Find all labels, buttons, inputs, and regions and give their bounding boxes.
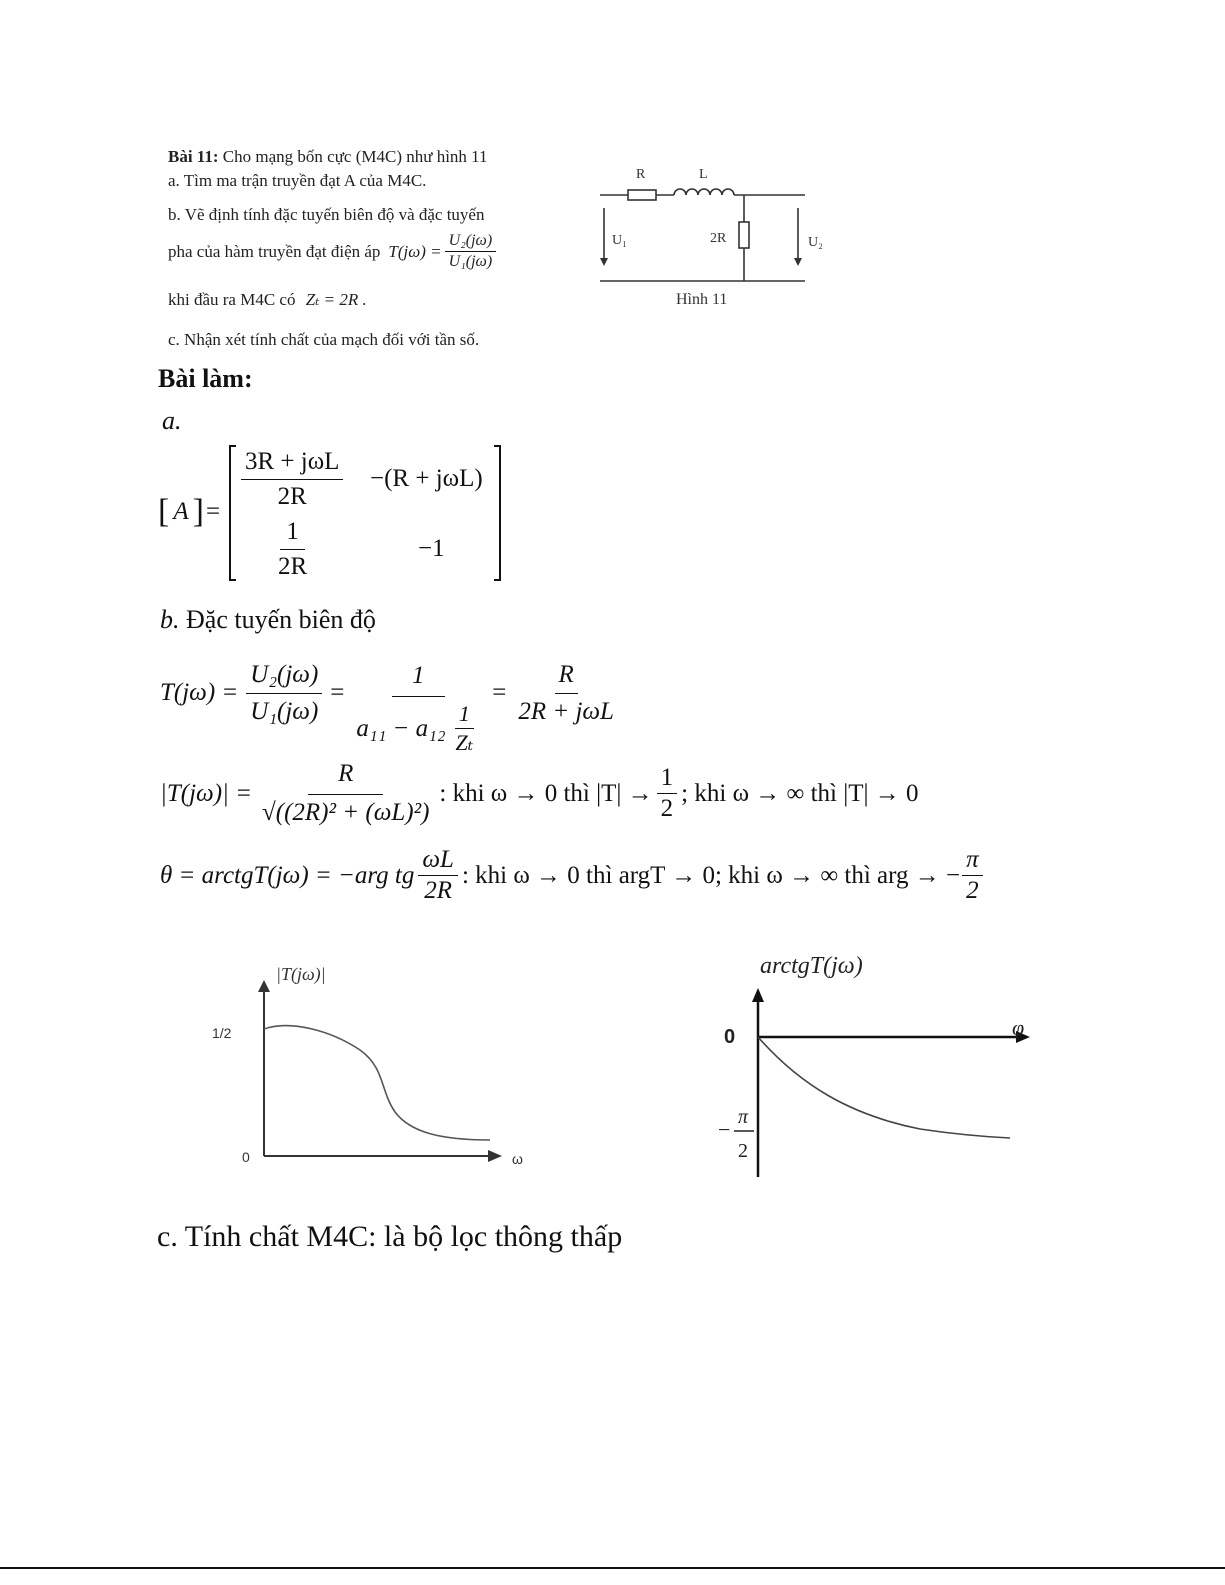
- problem-part-b-line-3: [168, 290, 367, 310]
- matrix-m11: [238, 448, 346, 511]
- tf-f3-den: 2R + jωL: [518, 697, 614, 725]
- arrow-u1-head: [600, 258, 608, 266]
- problem-part-b-line-1: b. Vẽ định tính đặc tuyến biên độ và đặc tuyến: [168, 205, 485, 224]
- phase-den: 2R: [424, 877, 453, 904]
- inductor-l: [674, 189, 734, 195]
- matrix-lhs: A: [173, 498, 189, 525]
- phase-lhs: θ = arctgT(jω) = −arg tg: [160, 861, 415, 889]
- m21-den: 2R: [278, 553, 308, 580]
- matrix-m12: −(R + jωL): [370, 465, 483, 492]
- problem-part-b-line-2: [168, 232, 499, 271]
- phase-pi-num: π: [962, 846, 983, 876]
- m21-num: 1: [280, 518, 305, 550]
- mag-y-tick-zero: 0: [242, 1149, 250, 1165]
- phase-graph: [700, 945, 1050, 1185]
- matrix-m21: [271, 518, 314, 581]
- resistor-2r: [739, 222, 749, 248]
- phase-x-label: φ: [1012, 1015, 1025, 1040]
- problem-part-c: c. Nhận xét tính chất của mạch đối với tần số.: [168, 330, 480, 349]
- mag-curve: [264, 1026, 490, 1140]
- label-u2: U₂: [808, 235, 823, 250]
- label-2r: 2R: [710, 231, 727, 246]
- problem-part-a: a. Tìm ma trận truyền đạt A của M4C.: [168, 171, 427, 190]
- conclusion: c. Tính chất M4C: là bộ lọc thông thấp: [157, 1220, 623, 1253]
- problem-title: Bài 11:: [168, 147, 219, 166]
- solution-heading: Bài làm:: [158, 364, 253, 393]
- problem-tf-num: U₂(jω): [445, 232, 497, 252]
- mag-half-den: 2: [660, 795, 674, 822]
- problem-part-b-text: pha của hàm truyền đạt điện áp: [168, 241, 381, 261]
- circuit-diagram: [590, 160, 840, 315]
- m11-den: 2R: [277, 483, 307, 510]
- label-r: R: [636, 167, 646, 182]
- problem-line-1: [168, 147, 488, 167]
- phase-y-tick-pi: π: [738, 1106, 749, 1128]
- tf-f2-inner-num: 1: [455, 701, 474, 729]
- part-b-title: Đặc tuyến biên độ: [186, 605, 376, 634]
- resistor-r: [628, 190, 656, 200]
- magnitude-line: [160, 760, 919, 827]
- problem-tf-lhs: T(jω) =: [388, 241, 442, 261]
- label-l: L: [699, 167, 708, 182]
- magnitude-graph: [200, 950, 540, 1180]
- phase-y-tick-sign: −: [718, 1117, 731, 1142]
- tf-f2-num: 1: [392, 662, 445, 697]
- tf-f1-den: U₁(jω): [250, 697, 319, 725]
- phase-text-1: : khi ω → 0 thì argT → 0; khi ω → ∞ thì arg → −: [461, 861, 961, 889]
- tf-f1-num: U₂(jω): [246, 661, 322, 694]
- mag-text-1: : khi ω → 0 thì |T| →: [439, 779, 653, 807]
- problem-tf-den: U₁(jω): [448, 253, 493, 270]
- problem-zt: Zₜ = 2R .: [305, 290, 367, 309]
- mag-y-arrow: [258, 980, 270, 992]
- mag-y-label: |T(jω)|: [276, 964, 326, 984]
- bottom-rule: [0, 1567, 1225, 1569]
- part-b-label: b.: [160, 605, 180, 634]
- matrix-m22: −1: [418, 535, 445, 562]
- m11-num: 3R + jωL: [241, 448, 343, 480]
- mag-half-num: 1: [657, 764, 678, 794]
- label-u1: U₁: [612, 233, 627, 248]
- transfer-function-line: T(jω) = $\frac{\text{U₂(jω)}}{\text{U₁(jω)}}$ = 1 a₁₁ − a₁₂ $\frac{1}{\text{Zₜ}}$ = $\frac{R}{\text{2R + jωL}}$: [160, 646, 626, 740]
- part-a-label: a.: [162, 406, 182, 435]
- matrix-lhs-wrap: [ A ] =: [158, 493, 221, 530]
- problem-tf-fraction: [445, 232, 497, 271]
- tf-lhs: T(jω) =: [160, 679, 239, 706]
- phase-curve: [758, 1037, 1010, 1138]
- mag-x-label: ω: [512, 1151, 523, 1167]
- problem-intro: Cho mạng bốn cực (M4C) như hình 11: [222, 147, 488, 166]
- part-b-title-wrap: [160, 605, 376, 635]
- mag-text-2: ; khi ω → ∞ thì |T| → 0: [681, 779, 919, 807]
- mag-x-arrow: [488, 1150, 502, 1162]
- phase-y-tick-den: 2: [738, 1140, 748, 1162]
- tf-f3-num: R: [555, 661, 578, 694]
- mag-lhs: |T(jω)| =: [160, 779, 253, 807]
- problem-part-b-text-3: khi đầu ra M4C có: [168, 290, 296, 309]
- mag-den: √((2R)² + (ωL)²): [262, 799, 430, 826]
- phase-num: ωL: [418, 846, 458, 876]
- mag-y-tick-top: 1/2: [212, 1025, 232, 1041]
- circuit-caption: Hình 11: [676, 291, 728, 308]
- phase-title: arctgT(jω): [760, 953, 863, 979]
- mag-num: R: [308, 760, 383, 795]
- phase-y-tick-zero: 0: [724, 1026, 736, 1048]
- tf-f2-inner-den: Zₜ: [455, 730, 474, 755]
- arrow-u2-head: [794, 258, 802, 266]
- phase-pi-den: 2: [966, 877, 979, 904]
- phase-line: [160, 846, 985, 905]
- phase-y-arrow: [752, 988, 764, 1002]
- tf-f2-den-a: a₁₁ − a₁₂: [356, 714, 446, 742]
